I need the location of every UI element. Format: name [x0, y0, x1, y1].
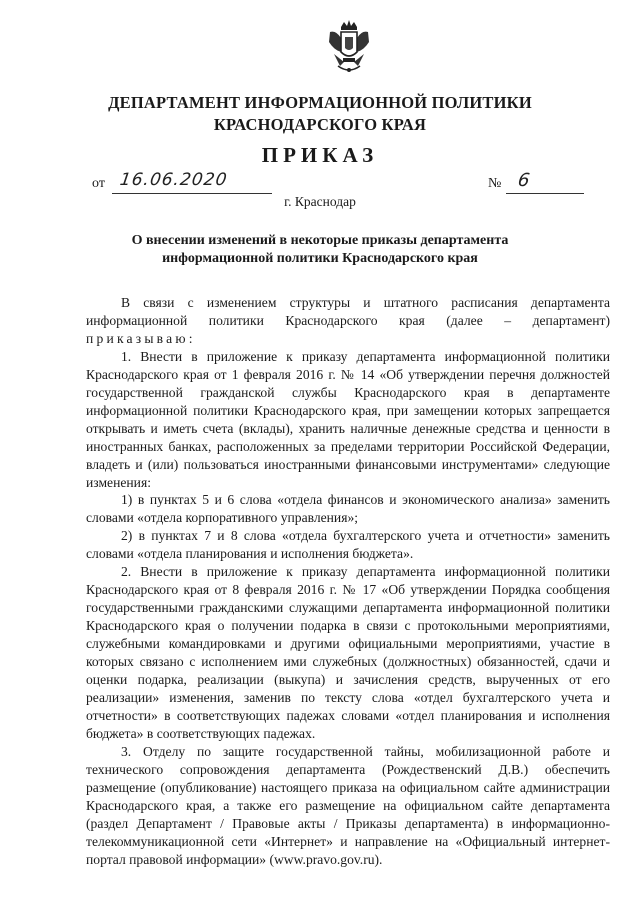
- date-value: 16.06.2020: [118, 170, 229, 190]
- department-name-line1: ДЕПАРТАМЕНТ ИНФОРМАЦИОННОЙ ПОЛИТИКИ: [108, 93, 532, 112]
- document-type: ПРИКАЗ: [261, 143, 379, 167]
- date-prefix: от: [92, 176, 105, 191]
- paragraph-1: 1. Внести в приложение к приказу департамента информационной политики Краснодарского края от 1 февраля 2016 г. № 14 «Об утверждении перечня должностей государственной гражданской службы Краснодарского края в департаменте информационной политики Краснодарского края, при замещении которых запрещается открывать и иметь счета (вклады), хранить наличные денежные средства и ценности в иностранных банках, расположенных за пределами территории Российской Федерации, владеть и (или) пользоваться иностранными финансовыми инструментами» следующие изменения:: [86, 348, 610, 490]
- intro-text: В связи с изменением структуры и штатного расписания департамента информационной политики Краснодарского края (далее – департамент): [86, 295, 610, 328]
- decree-word: приказываю:: [86, 330, 196, 346]
- intro-paragraph: [86, 294, 610, 348]
- paragraph-1-item-2: 2) в пунктах 7 и 8 слова «отдела бухгалтерского учета и отчетности» заменить словами «отдела планирования и исполнения бюджета».: [86, 528, 610, 562]
- paragraph-1-item-1: 1) в пунктах 5 и 6 слова «отдела финансов и экономического анализа» заменить словами «отдела корпоративного управления»;: [86, 492, 610, 526]
- coat-of-arms-icon: [326, 18, 372, 76]
- document-title: [110, 232, 530, 268]
- number-field: [488, 172, 584, 196]
- paragraph-3: 3. Отделу по защите государственной тайны, мобилизационной работе и технического сопровождения департамента (Рождественский Д.В.) обеспечить размещение (опубликование) настоящего приказа на официальном сайте администрации Краснодарского края, а также его размещение на официальном сайте департамента (раздел Департамент / Правовые акты / Приказы департамента) в информационно-телекоммуникационной сети «Интернет» и направление на «Официальный интернет-портал правовой информации» (www.pravo.gov.ru).: [86, 743, 610, 867]
- paragraph-2: 2. Внести в приложение к приказу департамента информационной политики Краснодарского края от 8 февраля 2016 г. № 17 «Об утверждении Порядка сообщения государственными гражданскими служащими департамента информационной политики Краснодарского края о получении подарка в связи с протокольными мероприятиями, служебными командировками и другими официальными мероприятиями, участие в которых связано с исполнением ими служебных (должностных) обязанностей, сдачи и оценки подарка, реализации (выкупа) и зачисления средств, вырученных от его реализации» изменения, заменив по тексту слова «отдел бухгалтерского учета и отчетности» в соответствующих падежах словами «отдел планирования и исполнения бюджета» в соответствующих падежах.: [86, 564, 610, 741]
- number-value: 6: [516, 170, 532, 191]
- title-line2: информационной политики Краснодарского края: [162, 251, 478, 266]
- date-field: [92, 172, 272, 196]
- document-body: [86, 294, 610, 869]
- department-name-line2: КРАСНОДАРСКОГО КРАЯ: [213, 115, 427, 134]
- title-line1: О внесении изменений в некоторые приказы департамента: [131, 233, 509, 248]
- city-line: г. Краснодар: [284, 194, 356, 209]
- number-prefix: №: [488, 176, 502, 191]
